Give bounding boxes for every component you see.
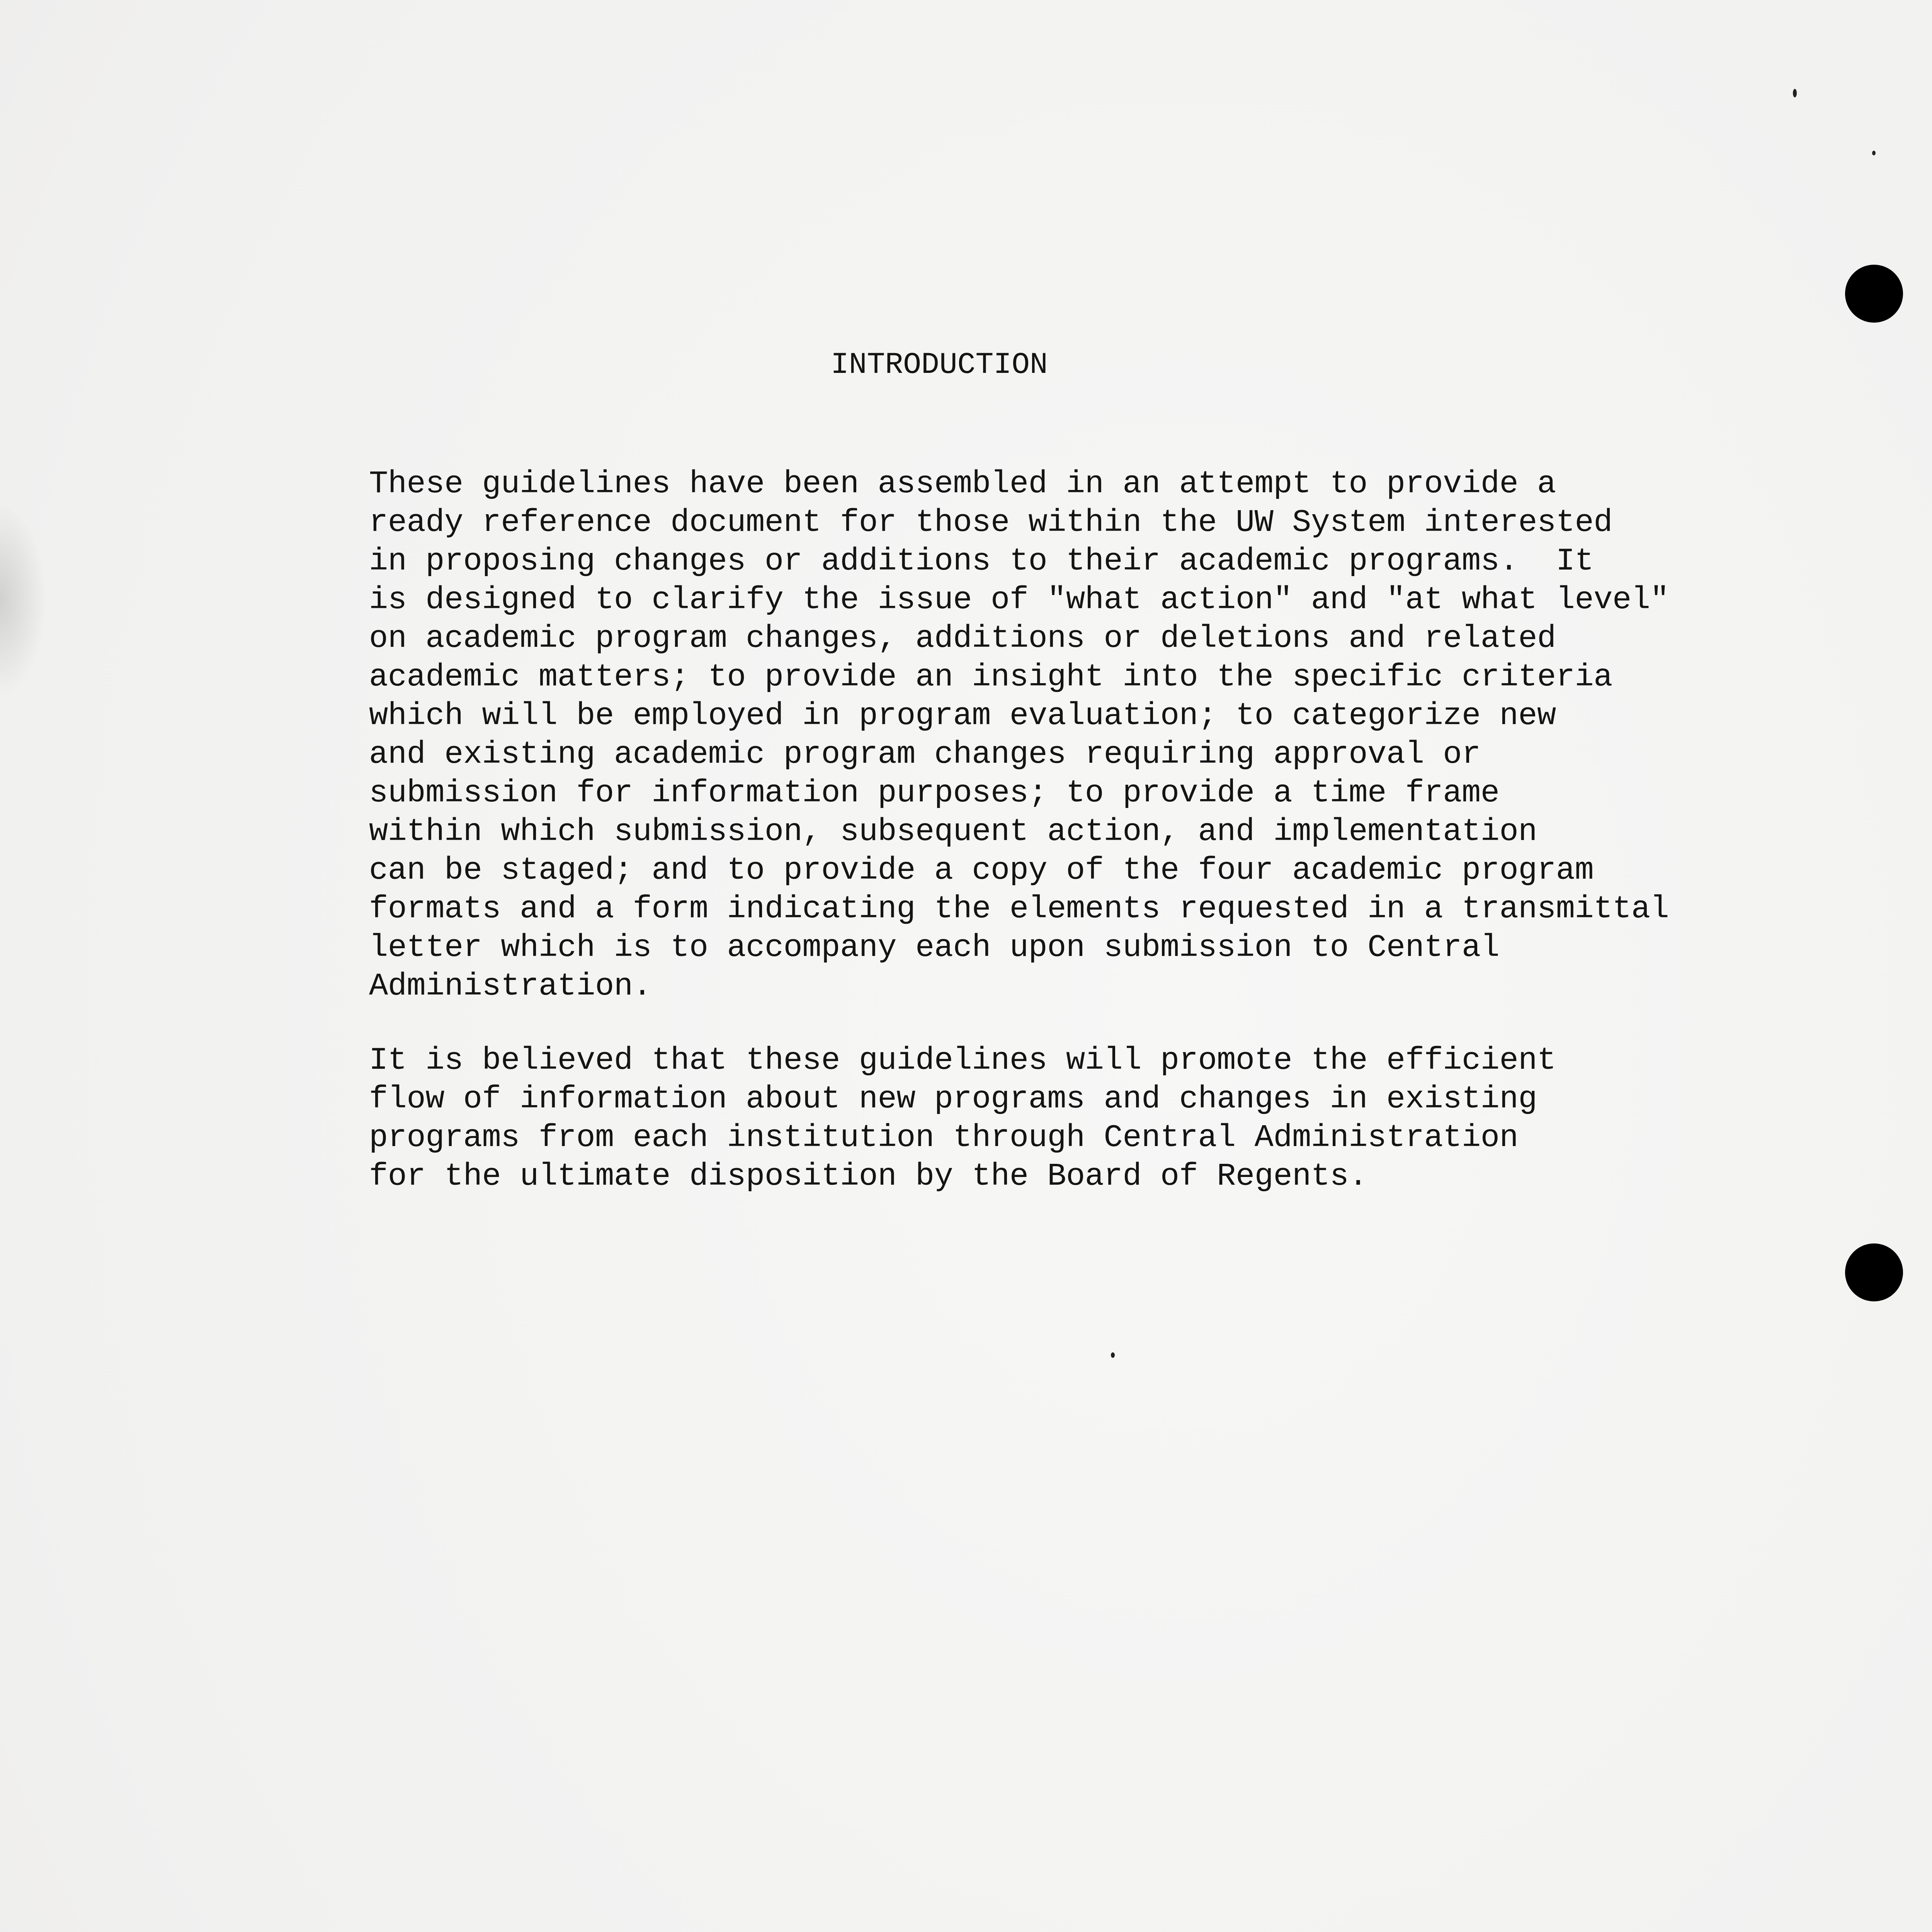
paragraph-line: formats and a form indicating the elements requested in a transmittal bbox=[369, 891, 1669, 927]
paragraph-line: and existing academic program changes requiring approval or bbox=[369, 736, 1481, 772]
paragraph-line: which will be employed in program evaluation; to categorize new bbox=[369, 698, 1556, 734]
paragraph-line: within which submission, subsequent action, and implementation bbox=[369, 814, 1537, 850]
paragraph-line: in proposing changes or additions to their academic programs. It bbox=[369, 543, 1594, 579]
scan-speck bbox=[1872, 151, 1876, 155]
paragraph-line: letter which is to accompany each upon submission to Central bbox=[369, 930, 1500, 966]
paragraph-line: Administration. bbox=[369, 968, 652, 1004]
scan-edge-shadow bbox=[0, 502, 46, 696]
scan-speck bbox=[1793, 89, 1797, 97]
paragraph-line: for the ultimate disposition by the Board of Regents. bbox=[369, 1158, 1368, 1194]
paragraph-line: is designed to clarify the issue of "what action" and "at what level" bbox=[369, 582, 1669, 618]
punch-hole-top bbox=[1845, 265, 1903, 323]
paragraph-line: ready reference document for those within the UW System interested bbox=[369, 505, 1613, 541]
punch-hole-middle bbox=[1845, 1243, 1903, 1301]
page-heading: INTRODUCTION bbox=[831, 348, 1048, 382]
paragraph-line: can be staged; and to provide a copy of the four academic program bbox=[369, 852, 1594, 888]
paragraph-line: on academic program changes, additions or deletions and related bbox=[369, 621, 1556, 656]
paragraph-line: programs from each institution through Central Administration bbox=[369, 1120, 1519, 1156]
paragraph-line: academic matters; to provide an insight into the specific criteria bbox=[369, 659, 1613, 695]
introduction-paragraph-2 bbox=[369, 1041, 1556, 1196]
paragraph-line: submission for information purposes; to provide a time frame bbox=[369, 775, 1500, 811]
introduction-paragraph-1 bbox=[369, 465, 1669, 1006]
paragraph-line: flow of information about new programs and changes in existing bbox=[369, 1081, 1537, 1117]
paragraph-line: These guidelines have been assembled in an attempt to provide a bbox=[369, 466, 1556, 502]
scan-speck bbox=[1111, 1352, 1115, 1358]
paragraph-line: It is believed that these guidelines will promote the efficient bbox=[369, 1043, 1556, 1078]
